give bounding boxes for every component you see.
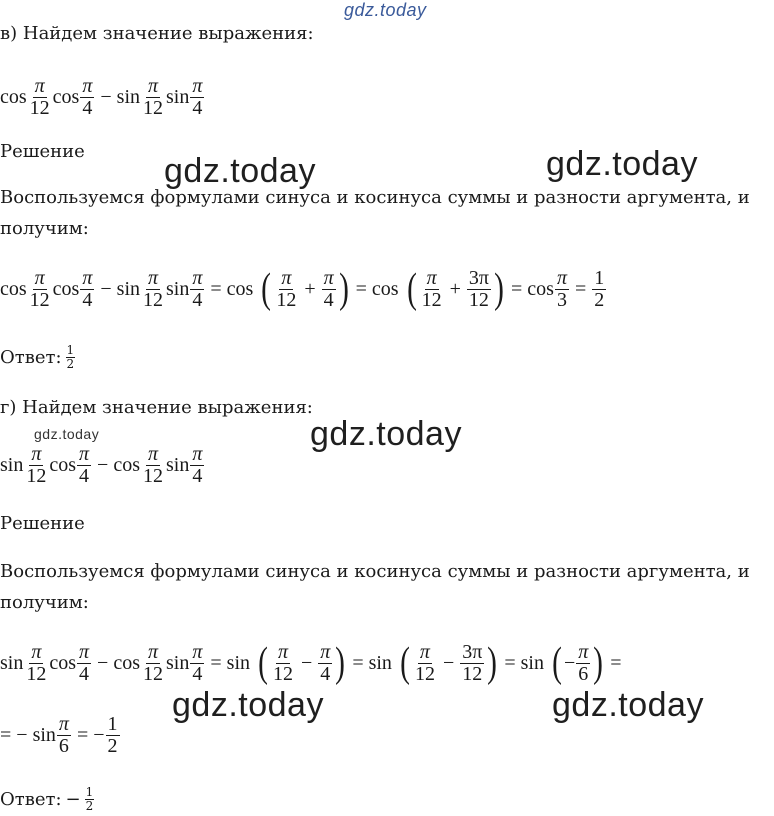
watermark-top: gdz.today (344, 0, 427, 20)
expression-g: sin $\frac{\pi}{12}$ cos $\frac{\pi}{4}$ − cos $\frac{\pi}{12}$ sin $\frac{\pi}{4}$ (0, 442, 203, 487)
derivation-v: cos $\frac{\pi}{12}$ cos $\frac{\pi}{4}$ − sin $\frac{\pi}{12}$ sin $\frac{\pi}{4}$ = cos ( $\frac{\pi}{12}$ + $\frac{\pi}{4}$ ) = cos ( $\frac{\pi}{12}$ + $\frac{3\pi}{12}$ ) = cos $\frac{\pi}{3}$ = $\frac{1}{2}$ (0, 266, 605, 312)
derivation-g-line2: = − sin $\frac{\pi}{6}$ = − $\frac{1}{2}$ (0, 712, 118, 757)
derivation-g-line1: sin $\frac{\pi}{12}$ cos $\frac{\pi}{4}$ − cos $\frac{\pi}{12}$ sin $\frac{\pi}{4}$ = sin ( $\frac{\pi}{12}$ − $\frac{\pi}{4}$ ) = sin ( $\frac{\pi}{12}$ − $\frac{3\pi}{12}$ ) = sin ( − $\frac{\pi}{6}$ ) = (0, 640, 622, 686)
watermark: gdz.today (172, 686, 324, 724)
watermark: gdz.today (310, 415, 462, 453)
explanation-v-line2: получим: (0, 218, 89, 239)
task-heading-v: в) Найдем значение выражения: (0, 23, 314, 44)
watermark: gdz.today (546, 145, 698, 183)
task-heading-g: г) Найдем значение выражения: (0, 397, 313, 418)
expression-v: cos $\frac{\pi}{12}$ cos $\frac{\pi}{4}$ − sin $\frac{\pi}{12}$ sin $\frac{\pi}{4}$ (0, 74, 203, 119)
explanation-g-line1: Воспользуемся формулами синуса и косинуса суммы и разности аргумента, и (0, 561, 750, 582)
solution-label-v: Решение (0, 141, 85, 162)
explanation-g-line2: получим: (0, 592, 89, 613)
watermark: gdz.today (552, 686, 704, 724)
answer-v: Ответ: $\frac{1}{2}$ (0, 343, 75, 371)
solution-label-g: Решение (0, 513, 85, 534)
watermark: gdz.today (164, 152, 316, 190)
watermark-small: gdz.today (34, 426, 100, 442)
answer-g: Ответ: − $\frac{1}{2}$ (0, 785, 94, 813)
explanation-v-line1: Воспользуемся формулами синуса и косинуса суммы и разности аргумента, и (0, 187, 750, 208)
